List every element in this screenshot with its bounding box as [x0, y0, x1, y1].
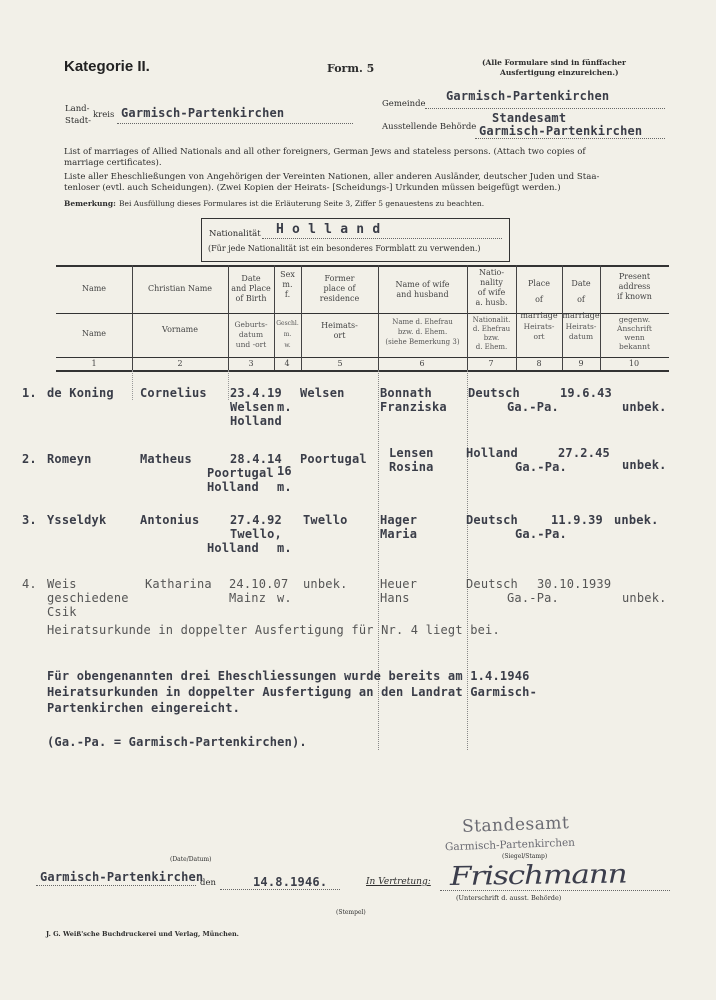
- entry4-number: 4.: [22, 577, 37, 591]
- signing-date: 14.8.1946.: [253, 875, 328, 889]
- col1-header-de: Name: [81, 329, 107, 338]
- intro-english-line2: marriage certificates).: [64, 158, 162, 168]
- col8-number: 8: [536, 359, 542, 368]
- entry3-number: 3.: [22, 513, 37, 527]
- entry4-residence: unbek.: [303, 577, 348, 591]
- entry1-birth-place: Welsen: [230, 400, 275, 414]
- intro-german-line1: Liste aller Eheschließungen von Angehörigen der Vereinten Nationen, aller anderen Ausländer, deutscher Juden und Staa-: [64, 172, 600, 182]
- intro-german-line2: tenloser (evtl. auch Scheidungen). (Zwei Kopien der Heirats- [Scheidungs-] Urkunden müssen beigefügt werden.): [64, 183, 561, 193]
- col6-number: 6: [419, 359, 425, 368]
- abbreviation-note: (Ga.-Pa. = Garmisch-Partenkirchen).: [47, 735, 307, 749]
- stamp-line1: Standesamt: [461, 813, 570, 837]
- entry2-birth-place: Poortugal: [207, 466, 274, 480]
- entry1-birth-country: Holland: [230, 414, 282, 428]
- entry2-residence: Poortugal: [300, 452, 367, 466]
- col10-number: 10: [628, 359, 640, 368]
- entry3-address: unbek.: [614, 513, 659, 527]
- col7-header-en: Natio- nality of wife a. husb.: [475, 268, 508, 307]
- remark-paragraph-line2: Heiratsurkunden in doppelter Ausfertigung an den Landrat Garmisch-: [47, 685, 538, 699]
- nationality-label: Nationalität: [209, 229, 261, 239]
- col5-header-en: Former place of residence: [319, 274, 360, 303]
- col3-header-en: Date and Place of Birth: [231, 274, 271, 303]
- entry1-vorname: Cornelius: [140, 386, 207, 400]
- entry4-spouse-firstname: Hans: [380, 591, 410, 605]
- stamp-line2: Garmisch-Partenkirchen: [444, 836, 576, 854]
- entry1-residence: Welsen: [300, 386, 345, 400]
- siegel-label: (Siegel/Stamp): [502, 853, 548, 860]
- entry1-marriage-place: Ga.-Pa.: [507, 400, 559, 414]
- entry2-nationality: Holland: [466, 446, 518, 460]
- entry1-spouse-surname: Bonnath: [380, 386, 432, 400]
- vertretung-label: In Vertretung:: [366, 877, 431, 887]
- entry2-address: unbek.: [622, 458, 667, 472]
- entry4-marriage-date: 30.10.1939: [537, 577, 612, 591]
- entry1-address: unbek.: [622, 400, 667, 414]
- entry4-sex: w.: [277, 591, 292, 605]
- entry4-nationality: Deutsch: [466, 577, 518, 591]
- entry2-vorname: Matheus: [140, 452, 192, 466]
- bemerkung-label: Bemerkung:: [64, 199, 116, 208]
- copies-note-line2: Ausfertigung einzureichen.): [500, 68, 619, 77]
- col6-header-de: Name d. Ehefrau bzw. d. Ehem. (siehe Bemerkung 3): [385, 318, 460, 346]
- entry4-birth-date: 24.10.07: [229, 577, 289, 591]
- signature: Frischmann: [449, 859, 627, 892]
- entry2-sex-overtype: 16: [277, 464, 292, 478]
- date-label: (Date/Datum): [170, 856, 212, 863]
- col3-header-de: Geburts- datum und -ort: [234, 320, 268, 349]
- col4-header-en: Sex m. f.: [280, 270, 295, 299]
- printer-imprint: J. G. Weiß'sche Buchdruckerei und Verlag, München.: [46, 930, 239, 938]
- entry4-birth-place: Mainz: [229, 591, 267, 605]
- col4-header-de: Geschl. m. w.: [276, 320, 299, 349]
- col2-header-en: Christian Name: [147, 284, 213, 293]
- entry1-nationality: Deutsch: [468, 386, 520, 400]
- entry3-spouse-firstname: Maria: [380, 527, 418, 541]
- entry2-spouse-firstname: Rosina: [389, 460, 434, 474]
- behoerde-value-line1: Standesamt: [492, 111, 567, 125]
- nationality-note: (Für jede Nationalität ist ein besonderes Formblatt zu verwenden.): [208, 244, 481, 253]
- entry3-residence: Twello: [303, 513, 348, 527]
- col5-number: 5: [337, 359, 343, 368]
- col6-header-en: Name of wife and husband: [395, 280, 450, 299]
- entry4-spouse-surname: Heuer: [380, 577, 418, 591]
- gemeinde-value: Garmisch-Partenkirchen: [446, 89, 610, 103]
- kreis-label: kreis: [93, 110, 115, 120]
- col7-number: 7: [488, 359, 494, 368]
- stempel-label: (Stempel): [336, 909, 366, 916]
- intro-english-line1: List of marriages of Allied Nationals and all other foreigners, German Jews and stateless persons. (Attach two copies of: [64, 147, 586, 157]
- col9-header-de: Heirats- datum: [565, 322, 597, 341]
- kategorie-heading: Kategorie II.: [64, 58, 150, 75]
- col9-number: 9: [578, 359, 584, 368]
- entry1-name: de Koning: [47, 386, 114, 400]
- entry2-number: 2.: [22, 452, 37, 466]
- entry2-sex: m.: [277, 480, 292, 494]
- entry2-marriage-date: 27.2.45: [558, 446, 610, 460]
- col7-header-de: Nationalit. d. Ehefrau bzw. d. Ehem.: [472, 316, 511, 351]
- entry3-marriage-place: Ga.-Pa.: [515, 527, 567, 541]
- nationality-value: H o l l a n d: [276, 222, 381, 237]
- remark-line: Heiratsurkunde in doppelter Ausfertigung für Nr. 4 liegt bei.: [47, 623, 500, 637]
- entry1-number: 1.: [22, 386, 37, 400]
- col1-header-en: Name: [81, 284, 107, 293]
- col10-header-en: Present address if known: [617, 272, 652, 301]
- den-label: den: [200, 878, 216, 888]
- entry2-birth-country: Holland: [207, 480, 259, 494]
- entry3-marriage-date: 11.9.39: [551, 513, 603, 527]
- entry3-sex: m.: [277, 541, 292, 555]
- entry3-birth-country: Holland: [207, 541, 259, 555]
- entry1-marriage-date: 19.6.43: [560, 386, 612, 400]
- col1-number: 1: [91, 359, 97, 368]
- entry3-birth-place: Twello,: [230, 527, 282, 541]
- behoerde-label: Ausstellende Behörde: [382, 122, 477, 132]
- entry2-spouse-surname: Lensen: [389, 446, 434, 460]
- entry4-name: Weis: [47, 577, 77, 591]
- col2-header-de: Vorname: [162, 325, 198, 334]
- col9-header-en: Date of marriage: [562, 279, 600, 320]
- signing-place: Garmisch-Partenkirchen: [40, 870, 204, 884]
- kreis-value: Garmisch-Partenkirchen: [121, 106, 285, 120]
- land-label: Land-: [65, 104, 90, 114]
- col3-number: 3: [248, 359, 254, 368]
- col4-number: 4: [284, 359, 290, 368]
- entry4-name-line3: Csik: [47, 605, 77, 619]
- entry3-spouse-surname: Hager: [380, 513, 418, 527]
- col8-header-en: Place of marriage: [520, 279, 558, 320]
- col10-header-de: gegenw. Anschrift wenn bekannt: [617, 315, 652, 351]
- col5-header-de: Heimats- ort: [321, 321, 358, 340]
- col2-number: 2: [177, 359, 183, 368]
- signature-label: (Unterschrift d. ausst. Behörde): [456, 894, 562, 902]
- gemeinde-label: Gemeinde: [382, 99, 426, 109]
- col8-header-de: Heirats- ort: [523, 322, 555, 341]
- entry2-birth-date: 28.4.14: [230, 452, 282, 466]
- stadt-label: Stadt-: [65, 116, 92, 126]
- entry4-name-line2: geschiedene: [47, 591, 129, 605]
- remark-paragraph-line3: Partenkirchen eingereicht.: [47, 701, 241, 715]
- bemerkung-text: Bei Ausfüllung dieses Formulares ist die Erläuterung Seite 3, Ziffer 5 genauestens zu beachten.: [119, 199, 485, 208]
- entry3-vorname: Antonius: [140, 513, 200, 527]
- entry3-nationality: Deutsch: [466, 513, 518, 527]
- entry2-name: Romeyn: [47, 452, 92, 466]
- remark-paragraph-line1: Für obengenannten drei Eheschliessungen wurde bereits am 1.4.1946: [47, 669, 530, 683]
- copies-note-line1: (Alle Formulare sind in fünffacher: [482, 58, 626, 67]
- entry4-marriage-place: Ga.-Pa.: [507, 591, 559, 605]
- entry3-birth-date: 27.4.92: [230, 513, 282, 527]
- entry1-spouse-firstname: Franziska: [380, 400, 447, 414]
- form-number: Form. 5: [327, 62, 375, 75]
- entry1-birth-date: 23.4.19: [230, 386, 282, 400]
- entry4-address: unbek.: [622, 591, 667, 605]
- entry2-marriage-place: Ga.-Pa.: [515, 460, 567, 474]
- entry1-sex: m.: [277, 400, 292, 414]
- entry4-vorname: Katharina: [145, 577, 212, 591]
- entry3-name: Ysseldyk: [47, 513, 107, 527]
- behoerde-value-line2: Garmisch-Partenkirchen: [479, 124, 643, 138]
